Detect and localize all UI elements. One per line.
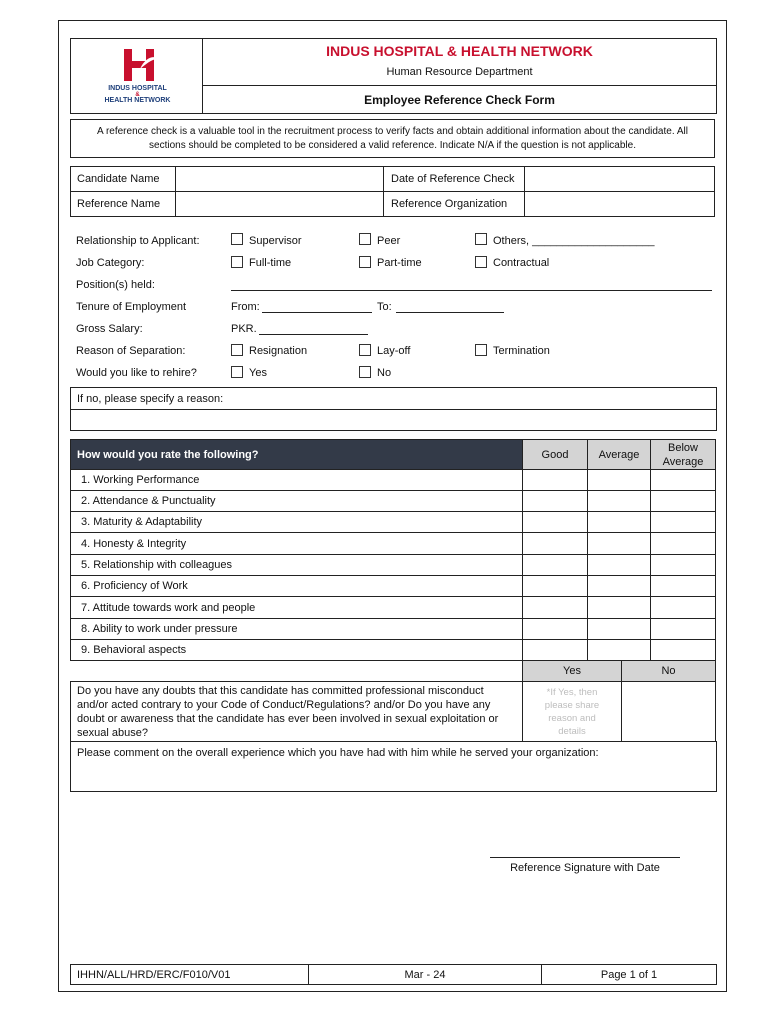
department: Human Resource Department (386, 66, 533, 78)
rating-row: 8. Ability to work under pressure (70, 618, 523, 640)
rating-average-cell[interactable] (587, 490, 651, 512)
rating-row: 2. Attendance & Punctuality (70, 490, 523, 512)
tenure-from-label: From: (231, 301, 260, 313)
contractual-checkbox[interactable] (475, 256, 487, 268)
rating-row: 7. Attitude towards work and people (70, 596, 523, 619)
misconduct-yes-header: Yes (522, 660, 622, 682)
org-name: INDUS HOSPITAL & HEALTH NETWORK (326, 43, 593, 59)
termination-label: Termination (493, 345, 550, 357)
rating-average-cell[interactable] (587, 511, 651, 533)
logo-text-amp: & (135, 92, 140, 98)
misconduct-hint: *If Yes, then please share reason and details (544, 686, 600, 737)
salary-prefix: PKR. (231, 323, 257, 335)
rating-average-cell[interactable] (587, 575, 651, 597)
form-title-box (202, 85, 717, 114)
rating-below-cell[interactable] (650, 575, 716, 597)
rehire-no-label: No (377, 367, 392, 379)
logo-text-1: INDUS HOSPITAL (108, 85, 167, 92)
fulltime-label: Full-time (249, 257, 292, 269)
layoff-label: Lay-off (377, 345, 411, 357)
contractual-label: Contractual (493, 257, 550, 269)
rating-good-cell[interactable] (522, 575, 588, 597)
rating-good-cell[interactable] (522, 469, 588, 491)
rating-average-cell[interactable] (587, 554, 651, 576)
rating-below-cell[interactable] (650, 618, 716, 640)
footer-date: Mar - 24 (308, 964, 542, 985)
resignation-label: Resignation (249, 345, 308, 357)
reference-org-label: Reference Organization (383, 191, 525, 217)
rating-row: 1. Working Performance (70, 469, 523, 491)
salary-field[interactable] (259, 334, 368, 335)
misconduct-yes-cell[interactable] (522, 681, 622, 742)
rating-below-cell[interactable] (650, 490, 716, 512)
reference-name-field[interactable] (175, 191, 384, 217)
if-no-reason-field[interactable] (70, 409, 717, 431)
rehire-yes-label: Yes (249, 367, 267, 379)
supervisor-checkbox[interactable] (231, 233, 243, 245)
rehire-yes-checkbox[interactable] (231, 366, 243, 378)
others-label: Others, ____________________ (493, 235, 655, 247)
tenure-from-field[interactable] (262, 312, 372, 313)
termination-checkbox[interactable] (475, 344, 487, 356)
misconduct-no-header: No (621, 660, 716, 682)
rating-below-cell[interactable] (650, 596, 716, 619)
rating-row: 3. Maturity & Adaptability (70, 511, 523, 533)
col-below-average: Below Average (650, 439, 716, 470)
tenure-to-label: To: (377, 301, 392, 313)
footer-doc-code: IHHN/ALL/HRD/ERC/F010/V01 (70, 964, 309, 985)
fulltime-checkbox[interactable] (231, 256, 243, 268)
peer-checkbox[interactable] (359, 233, 371, 245)
misconduct-no-cell[interactable] (621, 681, 716, 742)
signature-label: Reference Signature with Date (510, 862, 660, 874)
footer-page: Page 1 of 1 (541, 964, 717, 985)
relationship-label: Relationship to Applicant: (76, 235, 200, 247)
rating-average-cell[interactable] (587, 596, 651, 619)
misconduct-question-cell: Do you have any doubts that this candidate has committed professional misconduct and/or acted contrary to your Code of Conduct/Regulations? and/or Do you have any doubt or awareness that the candidate has ever been involved in sexual exploitation or sexual abuse? (70, 681, 523, 742)
rating-below-cell[interactable] (650, 639, 716, 661)
rating-below-cell[interactable] (650, 511, 716, 533)
rating-good-cell[interactable] (522, 532, 588, 555)
rating-good-cell[interactable] (522, 618, 588, 640)
col-average: Average (587, 439, 651, 470)
rating-below-cell[interactable] (650, 554, 716, 576)
comment-box[interactable] (70, 741, 717, 792)
rating-row: 5. Relationship with colleagues (70, 554, 523, 576)
col-good: Good (522, 439, 588, 470)
rating-good-cell[interactable] (522, 639, 588, 661)
rating-average-cell[interactable] (587, 469, 651, 491)
rating-average-cell[interactable] (587, 639, 651, 661)
logo-box (70, 38, 203, 114)
rating-header: How would you rate the following? (70, 439, 523, 470)
job-category-label: Job Category: (76, 257, 145, 269)
positions-field[interactable] (231, 290, 712, 291)
rating-average-cell[interactable] (587, 532, 651, 555)
separation-label: Reason of Separation: (76, 345, 186, 357)
rating-below-cell[interactable] (650, 532, 716, 555)
rating-good-cell[interactable] (522, 511, 588, 533)
rating-good-cell[interactable] (522, 554, 588, 576)
parttime-label: Part-time (377, 257, 422, 269)
parttime-checkbox[interactable] (359, 256, 371, 268)
intro-box (70, 119, 715, 158)
form-title: Employee Reference Check Form (364, 92, 555, 107)
hospital-logo (121, 47, 161, 83)
rating-row: 9. Behavioral aspects (70, 639, 523, 661)
rating-below-cell[interactable] (650, 469, 716, 491)
positions-label: Position(s) held: (76, 279, 155, 291)
reference-name-label: Reference Name (70, 191, 176, 217)
candidate-name-label: Candidate Name (70, 166, 176, 192)
supervisor-label: Supervisor (249, 235, 302, 247)
rehire-label: Would you like to rehire? (76, 367, 197, 379)
rating-good-cell[interactable] (522, 596, 588, 619)
signature-line[interactable] (490, 857, 680, 858)
rehire-no-checkbox[interactable] (359, 366, 371, 378)
others-checkbox[interactable] (475, 233, 487, 245)
peer-label: Peer (377, 235, 401, 247)
candidate-name-field[interactable] (175, 166, 384, 192)
rating-average-cell[interactable] (587, 618, 651, 640)
date-label: Date of Reference Check (383, 166, 525, 192)
rating-row: 4. Honesty & Integrity (70, 532, 523, 555)
tenure-to-field[interactable] (396, 312, 504, 313)
salary-label: Gross Salary: (76, 323, 143, 335)
rating-good-cell[interactable] (522, 490, 588, 512)
tenure-label: Tenure of Employment (76, 301, 187, 313)
header-title-box (202, 38, 717, 86)
date-field[interactable] (524, 166, 715, 192)
logo-text-2: HEALTH NETWORK (104, 97, 171, 104)
layoff-checkbox[interactable] (359, 344, 371, 356)
intro-text: A reference check is a valuable tool in the recruitment process to verify facts and obtain additional information about the candidate. All sections should be completed to be considered a valid reference. Indicate N/A if the question is not applicable. (97, 125, 688, 151)
rating-row: 6. Proficiency of Work (70, 575, 523, 597)
reference-org-field[interactable] (524, 191, 715, 217)
comment-label: Please comment on the overall experience which you have had with him while he served your organization: (77, 747, 599, 759)
resignation-checkbox[interactable] (231, 344, 243, 356)
if-no-label-cell: If no, please specify a reason: (70, 387, 717, 410)
